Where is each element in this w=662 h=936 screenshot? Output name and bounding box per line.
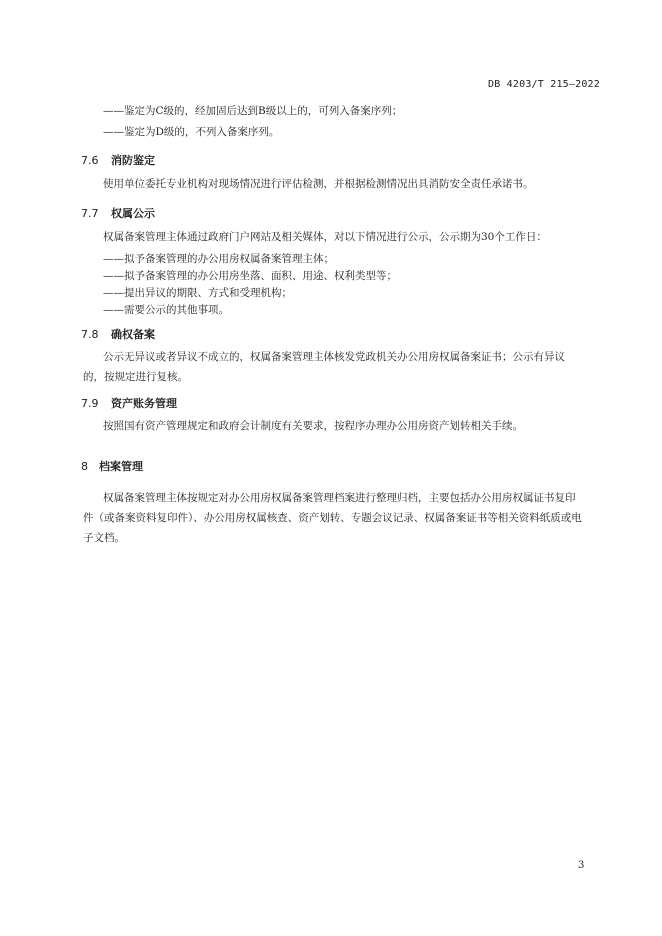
section-number: 7.7 [81,207,99,220]
list-item: ——鉴定为D级的，不列入备案序列。 [103,126,280,138]
section-number: 7.9 [81,397,99,410]
list-item: ——拟予备案管理的办公用房权属备案管理主体； [103,253,334,265]
list-item: ——鉴定为C级的，经加固后达到B级以上的，可列入备案序列； [103,105,403,117]
section-heading-7-9 [81,395,177,411]
section-heading-8 [81,458,143,474]
section-title: 确权备案 [111,328,155,341]
section-title: 消防鉴定 [111,154,155,167]
list-item: ——拟予备案管理的办公用房坐落、面积、用途、权利类型等； [103,270,397,282]
paragraph: 按照国有资产管理规定和政府会计制度有关要求，按程序办理办公用房资产划转相关手续。 [103,420,523,432]
section-heading-7-7 [81,205,155,221]
page-number: 3 [578,860,585,871]
list-item: ——需要公示的其他事项。 [103,304,229,316]
paragraph: 权属备案管理主体通过政府门户网站及相关媒体，对以下情况进行公示，公示期为30个工作日： [103,231,547,243]
section-title: 权属公示 [111,207,155,220]
standard-code: DB 4203/T 215—2022 [488,79,600,90]
section-number: 8 [81,460,88,473]
section-title: 档案管理 [99,460,143,473]
paragraph: 使用单位委托专业机构对现场情况进行评估检测，并根据检测情况出具消防安全责任承诺书。 [103,178,534,190]
section-heading-7-6 [81,152,155,168]
list-item: ——提出异议的期限、方式和受理机构； [103,287,292,299]
paragraph: 权属备案管理主体按规定对办公用房权属备案管理档案进行整理归档，主要包括办公用房权属证书复印件（或备案资料复印件）、办公用房权属核查、资产划转、专题会议记录、权属备案证书等相关资料纸质或电子文档。 [83,492,582,544]
section-title: 资产账务管理 [111,397,177,410]
section-heading-7-8 [81,326,155,342]
paragraph: 公示无异议或者异议不成立的，权属备案管理主体核发党政机关办公用房权属备案证书；公示有异议的，按规定进行复核。 [83,351,565,383]
section-number: 7.8 [81,328,99,341]
section-number: 7.6 [81,154,99,167]
